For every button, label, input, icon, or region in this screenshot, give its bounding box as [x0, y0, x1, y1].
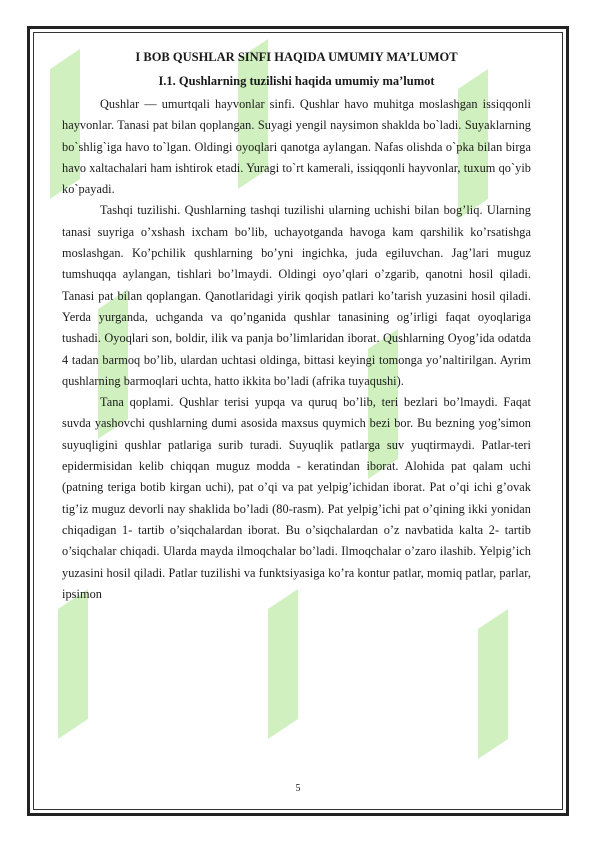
paragraph: Tashqi tuzilishi. Qushlarning tashqi tuzilishi ularning uchishi bilan bog’liq. Ularning tanasi suyriga o’xshash ixcham bo’lib, uchayotganda havoga kam qarshilik ko’rsatishga moslashgan. Ko’pchilik qushlarning bo’yni ingichka, juda egiluvchan. Jag’lari muguz tumshuqqa aylangan, tishlari bo’lmaydi. Oldingi oyo’qlari o’zgarib, qanotni hosil qiladi. Tanasi pat bilan qoplangan. Qanotlaridagi yirik qoqish patlari ko’tarish yuzasini hosil qiladi. Yerda yurganda, uchganda va qo’nganida qushlar tanasining og’irligi faqat oyoqlariga tushadi. Oyoqlari son, boldir, ilik va panja bo’limlaridan iborat. Qushlarning Oyog’ida odatda 4 tadan barmoq bo’lib, ulardan uchtasi oldinga, bittasi keyingi tomonga yo’naltirilgan. Ayrim qushlarning barmoqlari uchta, hatto ikkita bo’ladi (afrika tuyaqushi). [62, 203, 531, 388]
section-title: I.1. Qushlarning tuzilishi haqida umumiy ma’lumot [158, 74, 435, 88]
page-number: 5 [295, 783, 301, 794]
paragraph: Qushlar — umurtqali hayvonlar sinfi. Qushlar havo muhitga moslashgan issiqqonli hayvonlar. Tanasi pat bilan qoplangan. Suyagi yengil naysimon shaklda bo`ladi. Suyaklarning bo`shlig`iga havo to`lgan. Oldingi oyoqlari qanotga aylangan. Nafas olishda o`pka bilan birga havo xaltachalari ham ishtirok etadi. Yuragi to`rt kamerali, issiqqonli hayvonlar, tuxum qo`yib ko`payadi. [62, 97, 531, 197]
paragraph: Tana qoplami. Qushlar terisi yupqa va quruq bo’lib, teri bezlari bo’lmaydi. Faqat suvda yashovchi qushlarning dumi asosida maxsus quymich bezi bor. Bu bezning yog’simon suyuqligini qushlar patlariga surib turadi. Suyuqlik patlarga suv yuqtirmaydi. Patlar-teri epidermisidan kelib chiqqan muguz modda - keratindan iborat. Alohida pat qalam uchi (patning teriga botib kirgan uchi), pat o’qi va pat yelpig’ichidan iborat. Pat o’qi ichi g’ovak tig’iz muguz devorli nay shaklida bo’ladi (80-rasm). Pat yelpig’ichi pat o’qining ikki yonidan chiqadigan 1- tartib o’siqchalardan iborat. Bu o’siqchalardan o’z navbatida kalta 2- tartib o’siqchalar chiqadi. Ularda mayda ilmoqchalar bo’ladi. Ilmoqchalar o’zaro ilashib. Yelpig’ich yuzasini hosil qiladi. Patlar tuzilishi va funktsiyasiga ko’ra kontur patlar, momiq patlar, parlar, ipsimon [62, 395, 531, 601]
document-body [62, 48, 531, 605]
chapter-title: I BOB QUSHLAR SINFI HAQIDA UMUMIY MA’LUMOT [135, 50, 458, 64]
